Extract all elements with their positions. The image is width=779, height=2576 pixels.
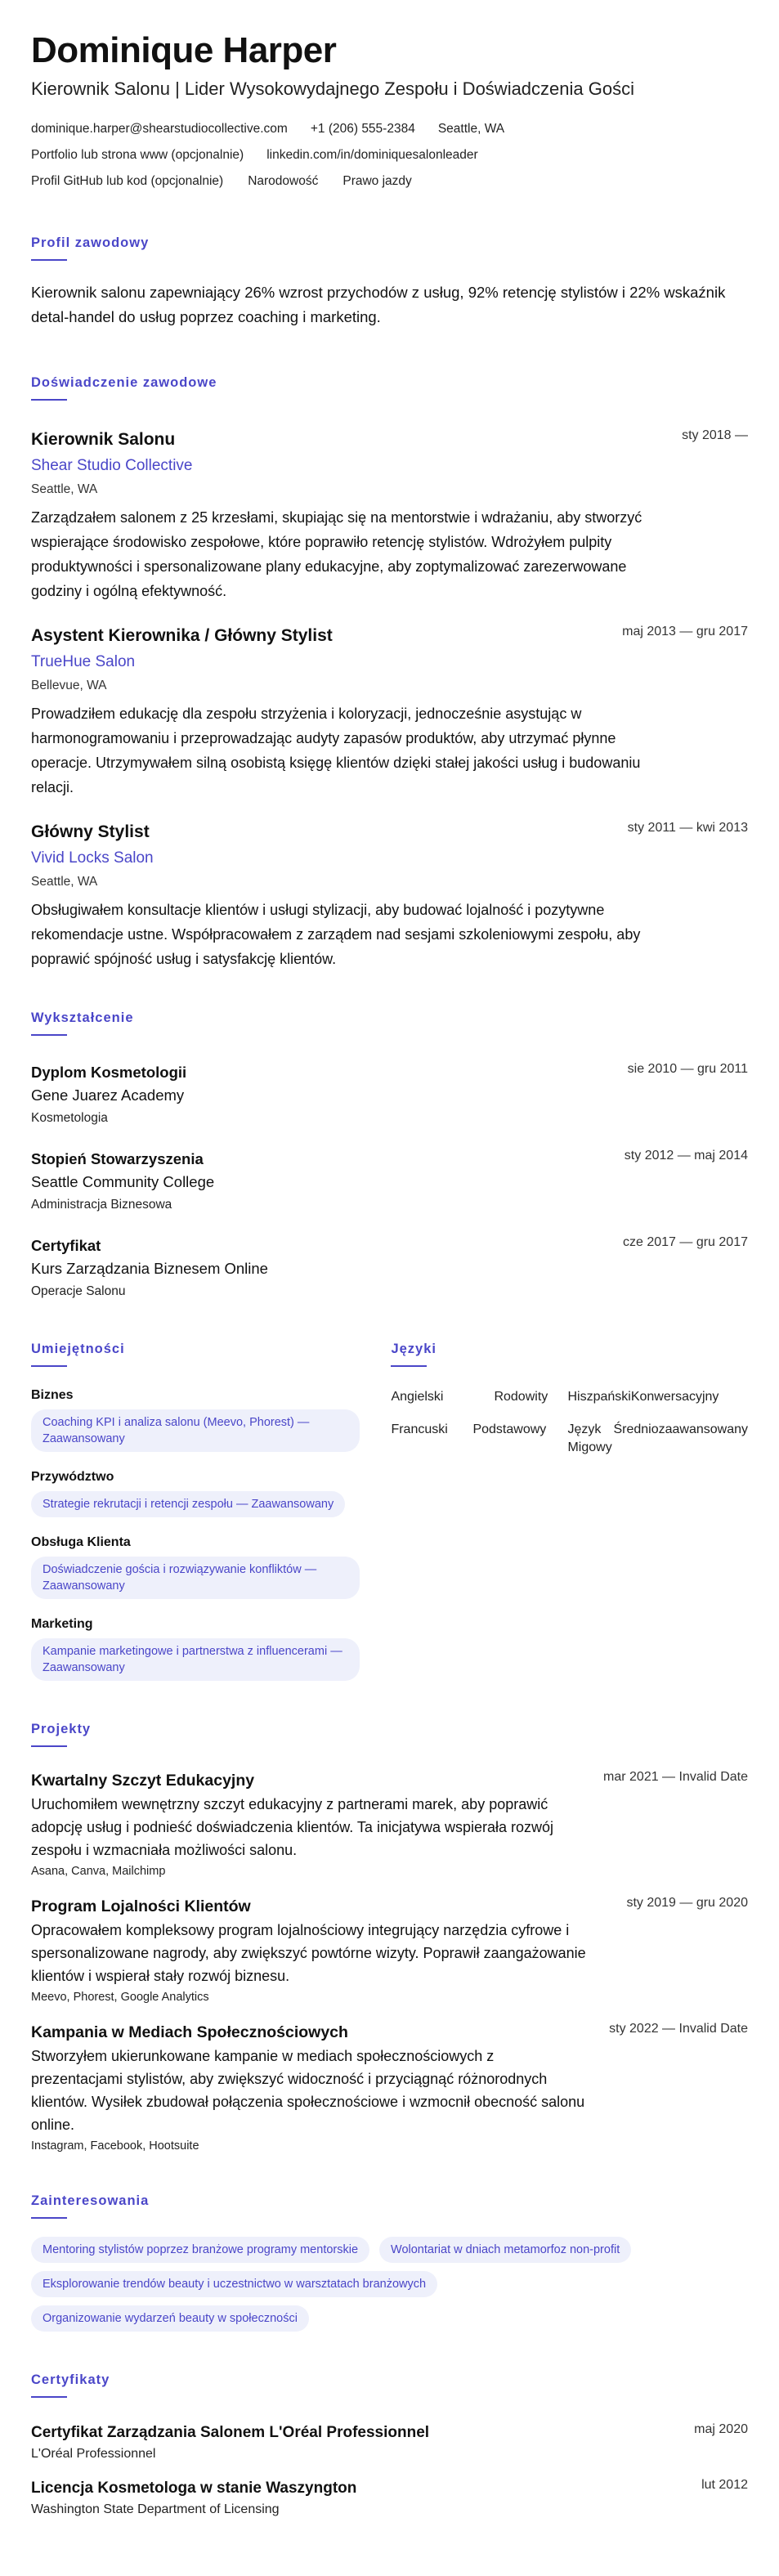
project-tools: Asana, Canva, Mailchimp [31,1865,166,1878]
project-date: mar 2021 — Invalid Date [603,1770,748,1784]
profile-summary: Kierownik salonu zapewniający 26% wzrost przychodów z usług, 92% retencję stylistów i 22% wskaźnik detal-handel do usług poprzez coaching i marketing. [31,284,726,325]
language-name: Francuski [391,1422,448,1436]
contact-nationality: Narodowość [248,174,319,188]
contact-location: Seattle, WA [437,122,505,136]
interests-section [31,2193,748,2332]
job-title: Asystent Kierownika / Główny Stylist [31,626,333,645]
job-company: Shear Studio Collective [31,457,193,474]
job-entry [31,821,748,971]
project-tools: Instagram, Facebook, Hootsuite [31,2139,199,2153]
job-entry [31,625,748,800]
project-entry [31,1896,748,2004]
education-field: Administracja Biznesowa [31,1198,172,1212]
job-description: Obsługiwałem konsultacje klientów i usługi stylizacji, aby budować lojalność i pozytywne rekomendacje ustne. Współpracowałem z zarządem nad sesjami szkoleniowymi zespołu, aby poprawić spójność usług i satysfakcję klientów. [31,902,641,967]
section-title: Wykształcenie [31,1010,134,1025]
section-title: Profil zawodowy [31,235,150,250]
education-date: sty 2012 — maj 2014 [624,1149,748,1163]
job-company: Vivid Locks Salon [31,849,154,867]
job-description: Zarządzałem salonem z 25 krzesłami, skupiając się na mentorstwie i wdrażaniu, aby stworzyć wspierające środowisko zespołowe, które poprawiło retencję stylistów. Wdrożyłem pulpity produktywności i spersonalizowane plany edukacyjne, aby zoptymalizować zarezerwowane godziny i ogólną efektywność. [31,509,642,599]
education-entry [31,1235,748,1301]
languages-section [391,1342,748,1681]
language-row [391,1388,748,1406]
project-date: sty 2022 — Invalid Date [609,2022,748,2036]
language-row [391,1421,748,1457]
skill-pill: Doświadczenie gościa i rozwiązywanie konfliktów — Zaawansowany [31,1557,360,1599]
job-location: Seattle, WA [31,875,98,889]
project-entry [31,1770,748,1878]
contact-license: Prawo jazdy [342,174,412,188]
certificate-date: lut 2012 [701,2478,748,2492]
language-name: Język Migowy [567,1422,612,1454]
certificate-name: Certyfikat Zarządzania Salonem L'Oréal Professionnel [31,2424,430,2441]
certificate-name: Licencja Kosmetologa w stanie Waszyngton [31,2480,357,2497]
job-title: Główny Stylist [31,822,150,841]
skill-group [31,1388,360,1452]
project-description: Uruchomiłem wewnętrzny szczyt edukacyjny z partnerami marek, aby poprawić adopcję usług i podnieść doświadczenia klientów. Ta inicjatywa wspierała rozwój zespołu i wzmacniała możliwości salonu. [31,1796,554,1858]
project-tools: Meevo, Phorest, Google Analytics [31,1991,209,2004]
certificate-entry [31,2478,748,2519]
interest-tag: Mentoring stylistów poprzez branżowe programy mentorskie [31,2237,369,2263]
education-field: Kosmetologia [31,1111,108,1125]
project-title: Program Lojalności Klientów [31,1897,251,1915]
language-name: Angielski [391,1390,444,1404]
education-school: Seattle Community College [31,1173,215,1190]
job-date: maj 2013 — gru 2017 [622,625,748,638]
certificate-date: maj 2020 [694,2422,748,2436]
job-location: Seattle, WA [31,482,98,496]
education-school: Gene Juarez Academy [31,1086,185,1104]
education-school: Kurs Zarządzania Biznesem Online [31,1260,268,1277]
skill-pill: Strategie rekrutacji i retencji zespołu — Zaawansowany [31,1491,345,1517]
certificate-entry [31,2422,748,2463]
certificate-issuer: L'Oréal Professionnel [31,2447,156,2461]
section-divider [31,399,67,401]
language-level: Średniozaawansowany [613,1422,748,1436]
education-entry [31,1149,748,1214]
contact-github[interactable]: Profil GitHub lub kod (opcjonalnie) [31,174,224,188]
project-date: sty 2019 — gru 2020 [626,1896,748,1910]
candidate-subtitle: Kierownik Salonu | Lider Wysokowydajnego Zespołu i Doświadczenia Gości [31,78,634,99]
language-level: Podstawowy [472,1422,547,1436]
section-divider [31,1365,67,1367]
education-degree: Stopień Stowarzyszenia [31,1150,204,1167]
interest-tag: Wolontariat w dniach metamorfoz non-profit [379,2237,631,2263]
experience-section [31,375,748,971]
contact-phone[interactable]: +1 (206) 555-2384 [310,122,415,136]
education-entry [31,1062,748,1127]
project-description: Stworzyłem ukierunkowane kampanie w mediach społecznościowych z prezentacjami stylistów, aby zwiększyć widoczność i przyciągnąć różnorodnych klientów. Wysiłek zbudował połączenia społecznościowe i wzmocnił obecność salonu online. [31,2048,585,2133]
language-level: Konwersacyjny [630,1390,719,1404]
project-description: Opracowałem kompleksowy program lojalnościowy integrujący narzędzia cyfrowe i spersonalizowane nagrody, aby zwiększyć powtórne wizyty. Poprawił zaangażowanie klientów i wspierał stały rozwój biznesu. [31,1922,586,1984]
job-description: Prowadziłem edukację dla zespołu strzyżenia i koloryzacji, jednocześnie asystując w harmonogramowaniu i przeprowadzając audyty zapasów produktów, aby utrzymać płynne operacje. Utrzymywałem silną osobistą księgę klientów dzięki stałej jakości usług i budowaniu relacji. [31,706,641,795]
projects-section [31,1722,748,2153]
job-location: Bellevue, WA [31,679,107,692]
skill-pill: Kampanie marketingowe i partnerstwa z influencerami — Zaawansowany [31,1638,360,1681]
language-level: Rodowity [494,1390,548,1404]
section-title: Umiejętności [31,1342,125,1356]
project-title: Kwartalny Szczyt Edukacyjny [31,1772,255,1790]
section-divider [31,259,67,261]
contact-portfolio[interactable]: Portfolio lub strona www (opcjonalnie) [31,148,244,162]
section-divider [31,1034,67,1036]
skill-category: Przywództwo [31,1470,114,1484]
skill-pill: Coaching KPI i analiza salonu (Meevo, Phorest) — Zaawansowany [31,1409,360,1452]
candidate-name: Dominique Harper [31,30,337,70]
job-entry [31,428,748,603]
skill-group [31,1617,360,1681]
education-degree: Dyplom Kosmetologii [31,1064,187,1081]
project-entry [31,2022,748,2153]
certificate-issuer: Washington State Department of Licensing [31,2502,280,2516]
skills-languages-row [31,1342,748,1681]
interest-tag: Eksplorowanie trendów beauty i uczestnictwo w warsztatach branżowych [31,2271,437,2297]
contact-linkedin[interactable]: linkedin.com/in/dominiquesalonleader [266,148,478,162]
language-name: Hiszpański [567,1390,631,1404]
skill-category: Biznes [31,1388,74,1402]
education-date: cze 2017 — gru 2017 [623,1235,748,1249]
contact-email[interactable]: dominique.harper@shearstudiocollective.com [31,122,288,136]
project-title: Kampania w Mediach Społecznościowych [31,2023,348,2041]
section-title: Języki [391,1342,437,1356]
section-title: Doświadczenie zawodowe [31,375,217,390]
skills-section [31,1342,360,1681]
skill-category: Marketing [31,1617,93,1631]
interest-tag: Organizowanie wydarzeń beauty w społeczności [31,2305,309,2332]
interest-tags [31,2237,734,2332]
skill-category: Obsługa Klienta [31,1535,131,1549]
job-company: TrueHue Salon [31,653,136,670]
education-section [31,1010,748,1301]
education-field: Operacje Salonu [31,1284,126,1298]
resume-header [31,29,748,195]
section-divider [31,2217,67,2219]
job-date: sty 2018 — [682,428,748,442]
education-date: sie 2010 — gru 2011 [627,1062,748,1076]
contact-info [31,116,748,195]
section-title: Certyfikaty [31,2372,110,2387]
skill-group [31,1470,360,1517]
section-divider [391,1365,427,1367]
profile-section [31,235,748,329]
skill-group [31,1535,360,1599]
section-divider [31,1745,67,1747]
job-title: Kierownik Salonu [31,430,176,449]
section-title: Projekty [31,1722,92,1736]
job-date: sty 2011 — kwi 2013 [627,821,748,835]
certificates-section [31,2372,748,2519]
section-title: Zainteresowania [31,2193,150,2208]
section-divider [31,2396,67,2398]
education-degree: Certyfikat [31,1237,101,1254]
